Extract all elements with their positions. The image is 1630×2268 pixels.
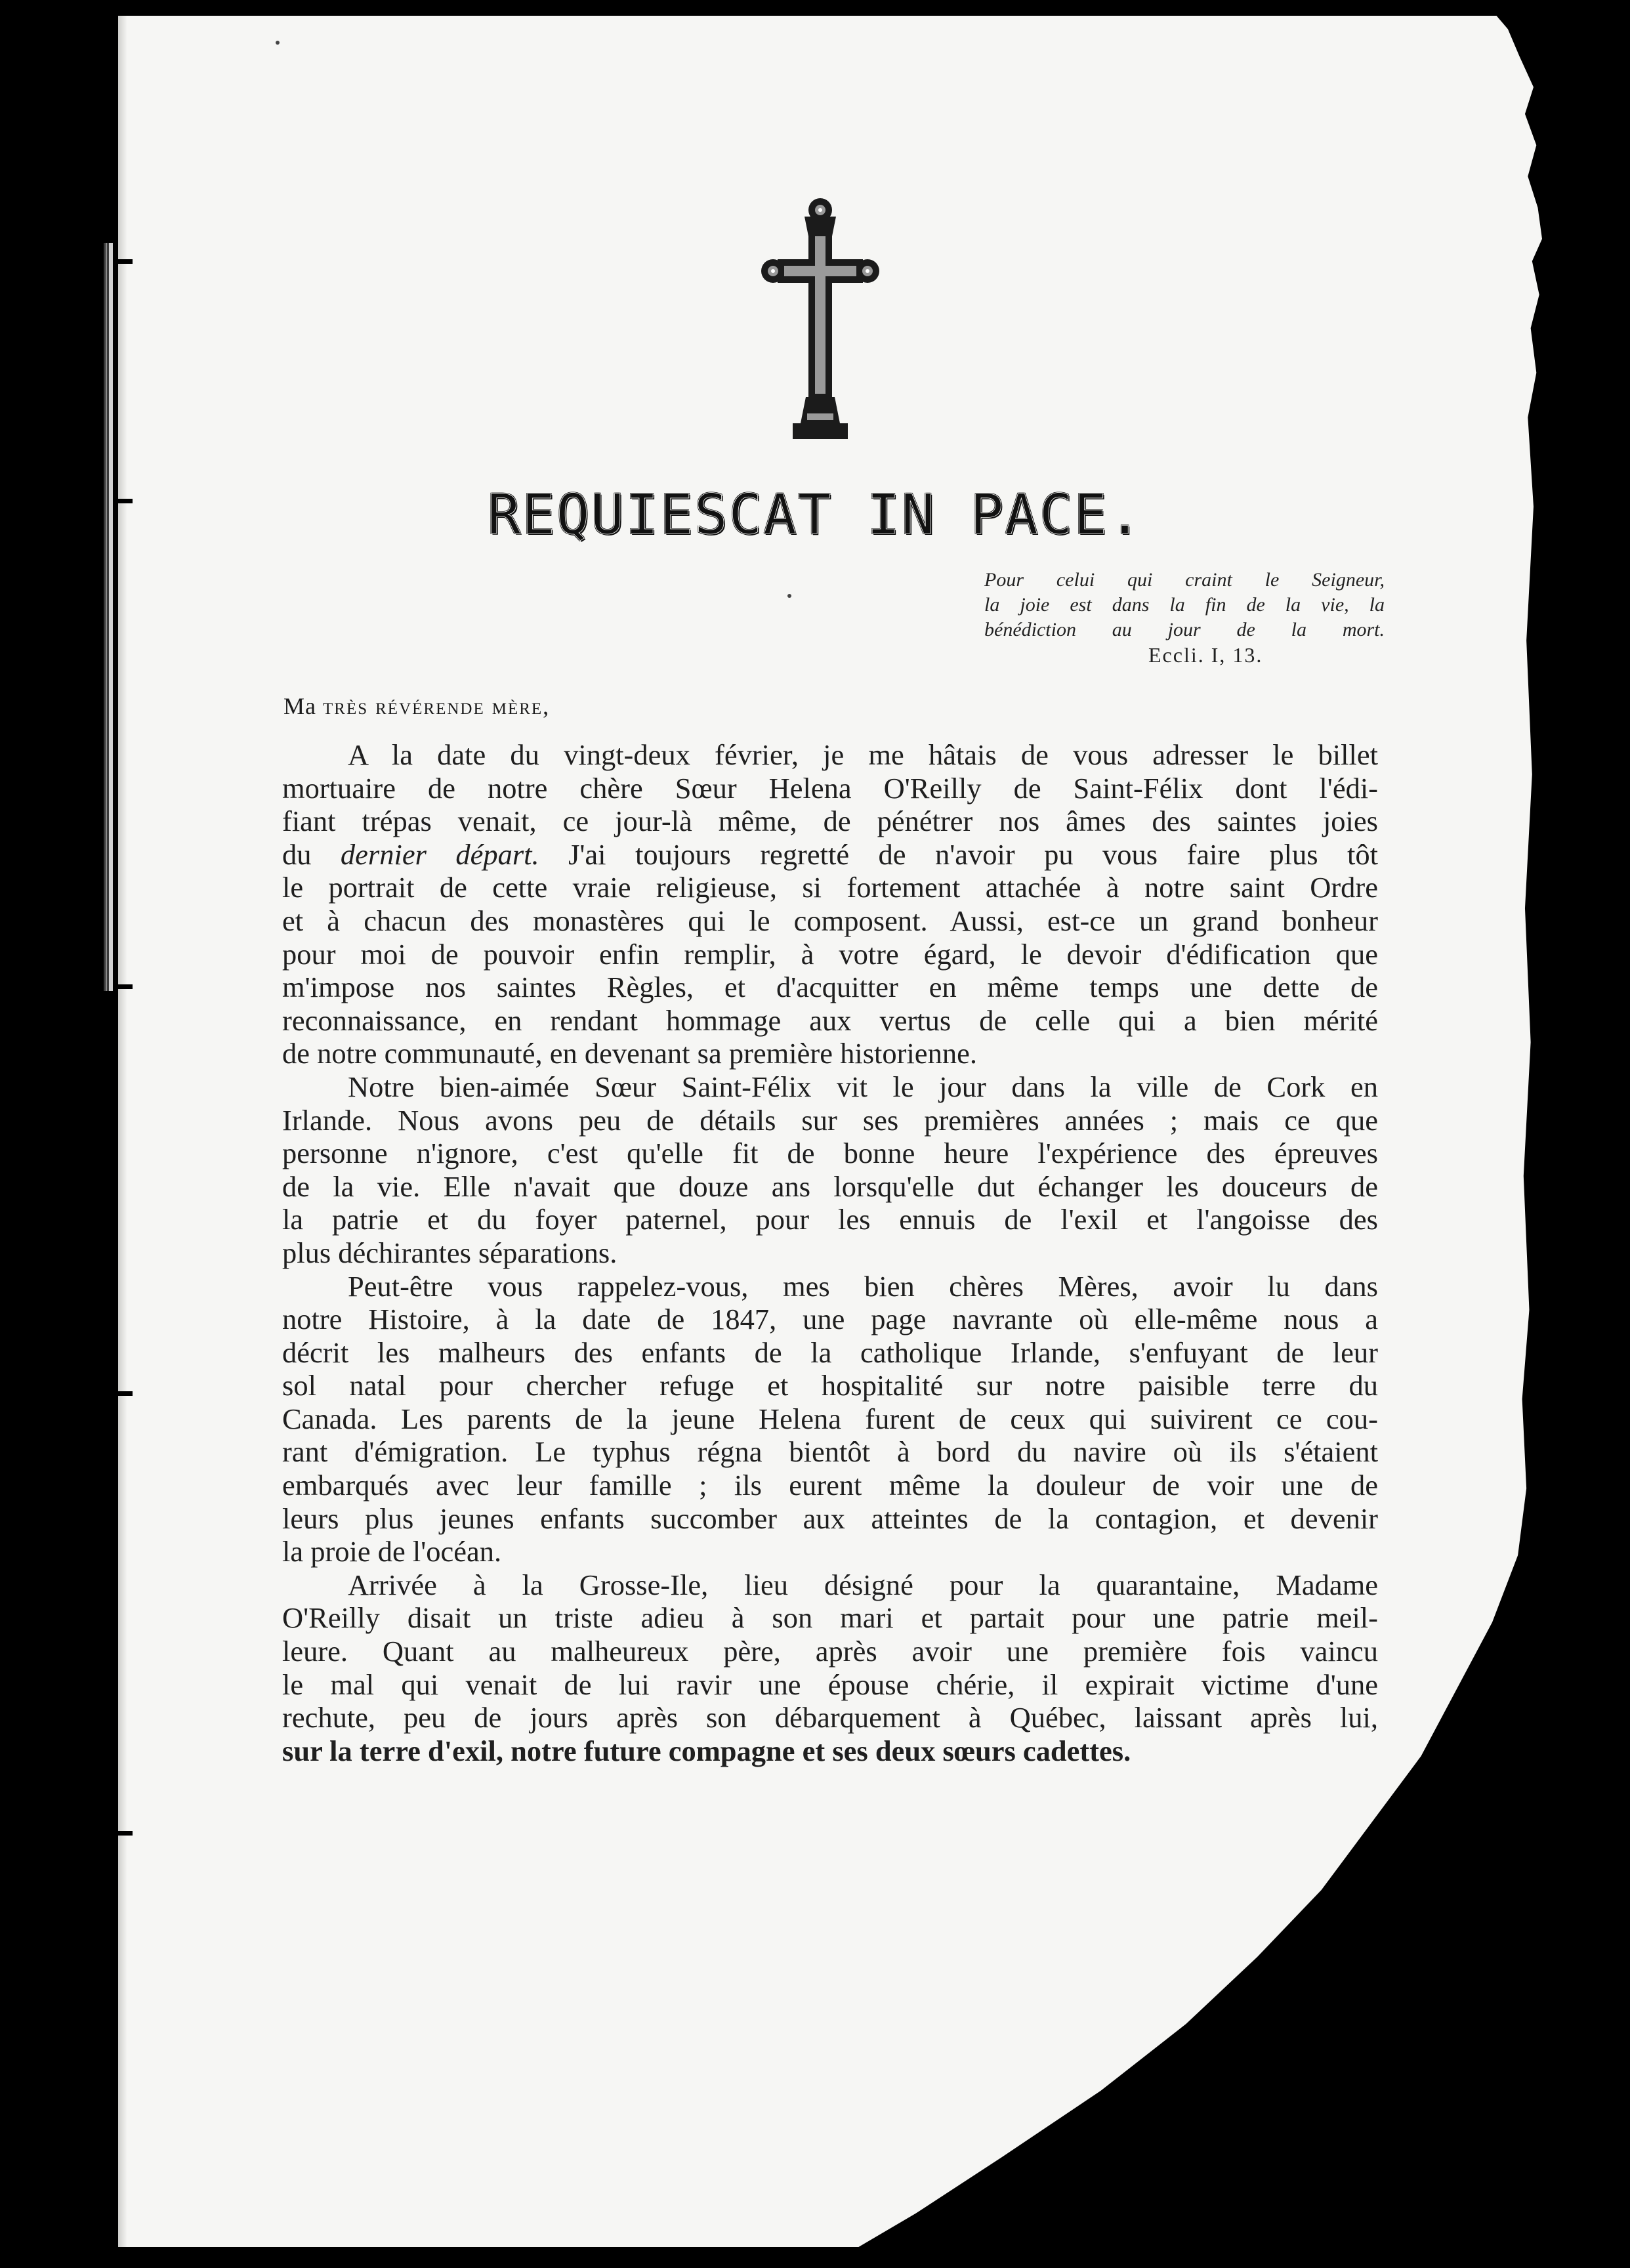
- paragraph: [282, 738, 1378, 1070]
- epigraph: [984, 568, 1385, 642]
- epigraph-line: bénédiction au jour de la mort.: [984, 619, 1385, 640]
- text-line: plus déchirantes séparations.: [282, 1236, 617, 1269]
- epigraph-line: la joie est dans la fin de la vie, la: [984, 594, 1385, 616]
- text-line: décrit les malheurs des enfants de la catholique Irlande, s'enfuyant de leur: [282, 1335, 1378, 1369]
- text-line-start: du: [282, 837, 341, 871]
- paragraph: [282, 1070, 1378, 1270]
- text-line: m'impose nos saintes Règles, et d'acquitter en même temps une dette de: [282, 971, 1378, 1004]
- text-line: Arrivée à la Grosse-Ile, lieu désigné pour la quarantaine, Madame: [348, 1568, 1378, 1601]
- text-line: Canada. Les parents de la jeune Helena furent de ceux qui suivirent ce cou-: [282, 1402, 1378, 1435]
- text-line: A la date du vingt-deux février, je me hâtais de vous adresser le billet: [348, 738, 1378, 771]
- emphasis: dernier départ.: [340, 837, 539, 871]
- text-line: la patrie et du foyer paternel, pour les ennuis de l'exil et l'angoisse des: [282, 1203, 1378, 1236]
- paragraph: [282, 1270, 1378, 1568]
- binding-mark: [104, 243, 113, 991]
- ink-spot: [276, 41, 280, 45]
- text-line: pour moi de pouvoir enfin remplir, à votre égard, le devoir d'édification que: [282, 937, 1378, 971]
- text-line: Peut-être vous rappelez-vous, mes bien chères Mères, avoir lu dans: [348, 1269, 1378, 1303]
- text-line: sur la terre d'exil, notre future compagne et ses deux sœurs cadettes.: [282, 1734, 1131, 1767]
- text-line: leurs plus jeunes enfants succomber aux atteintes de la contagion, et devenir: [282, 1502, 1378, 1535]
- page-title: REQUIESCAT IN PACE.: [487, 482, 1143, 547]
- text-line: [282, 838, 1378, 872]
- text-line: rechute, peu de jours après son débarquement à Québec, laissant après lui,: [282, 1701, 1378, 1734]
- salutation-rest: très révérende mère,: [323, 693, 551, 719]
- text-line: le portrait de cette vraie religieuse, si fortement attachée à notre saint Ordre: [282, 871, 1378, 904]
- text-line-end: J'ai toujours regretté de n'avoir pu vous faire plus tôt: [539, 837, 1378, 871]
- salutation: [283, 692, 550, 720]
- edge-tick: [118, 984, 133, 989]
- text-line: le mal qui venait de lui ravir une épouse chérie, il expirait victime d'une: [282, 1668, 1378, 1701]
- text-line: fiant trépas venait, ce jour-là même, de pénétrer nos âmes des saintes joies: [282, 805, 1378, 838]
- cross-icon: [761, 197, 879, 450]
- text-line: reconnaissance, en rendant hommage aux vertus de celle qui a bien mérité: [282, 1003, 1378, 1037]
- text-line: personne n'ignore, c'est qu'elle fit de bonne heure l'expérience des épreuves: [282, 1137, 1378, 1170]
- edge-tick: [118, 259, 133, 264]
- text-line: notre Histoire, à la date de 1847, une page navrante où elle-même nous a: [282, 1303, 1378, 1336]
- letter-body: [282, 738, 1378, 1767]
- text-line: leure. Quant au malheureux père, après avoir une première fois vaincu: [282, 1635, 1378, 1668]
- text-line: de notre communauté, en devenant sa première historienne.: [282, 1037, 977, 1070]
- text-line: la proie de l'océan.: [282, 1535, 502, 1568]
- edge-tick: [118, 1831, 133, 1836]
- text-line: O'Reilly disait un triste adieu à son mari et partait pour une patrie meil-: [282, 1601, 1378, 1635]
- text-line: rant d'émigration. Le typhus régna bientôt à bord du navire où ils s'étaient: [282, 1435, 1378, 1469]
- epigraph-citation: Eccli. I, 13.: [1148, 643, 1263, 667]
- cross-ornament: [761, 197, 879, 450]
- text-line: et à chacun des monastères qui le composent. Aussi, est-ce un grand bonheur: [282, 904, 1378, 937]
- text-line: embarqués avec leur famille ; ils eurent même la douleur de voir une de: [282, 1469, 1378, 1502]
- text-line: sol natal pour chercher refuge et hospitalité sur notre paisible terre du: [282, 1369, 1378, 1402]
- ink-spot: [787, 594, 791, 598]
- edge-tick: [118, 1391, 133, 1396]
- text-line: mortuaire de notre chère Sœur Helena O'Reilly de Saint-Félix dont l'édi-: [282, 771, 1378, 805]
- text-line: de la vie. Elle n'avait que douze ans lorsqu'elle dut échanger les douceurs de: [282, 1169, 1378, 1203]
- text-line: Irlande. Nous avons peu de détails sur ses premières années ; mais ce que: [282, 1103, 1378, 1137]
- epigraph-line: Pour celui qui craint le Seigneur,: [984, 569, 1385, 591]
- text-line: Notre bien-aimée Sœur Saint-Félix vit le jour dans la ville de Cork en: [348, 1070, 1378, 1103]
- salutation-initial: Ma: [283, 693, 316, 719]
- page-binding-edge: [118, 16, 127, 2247]
- paragraph: [282, 1568, 1378, 1768]
